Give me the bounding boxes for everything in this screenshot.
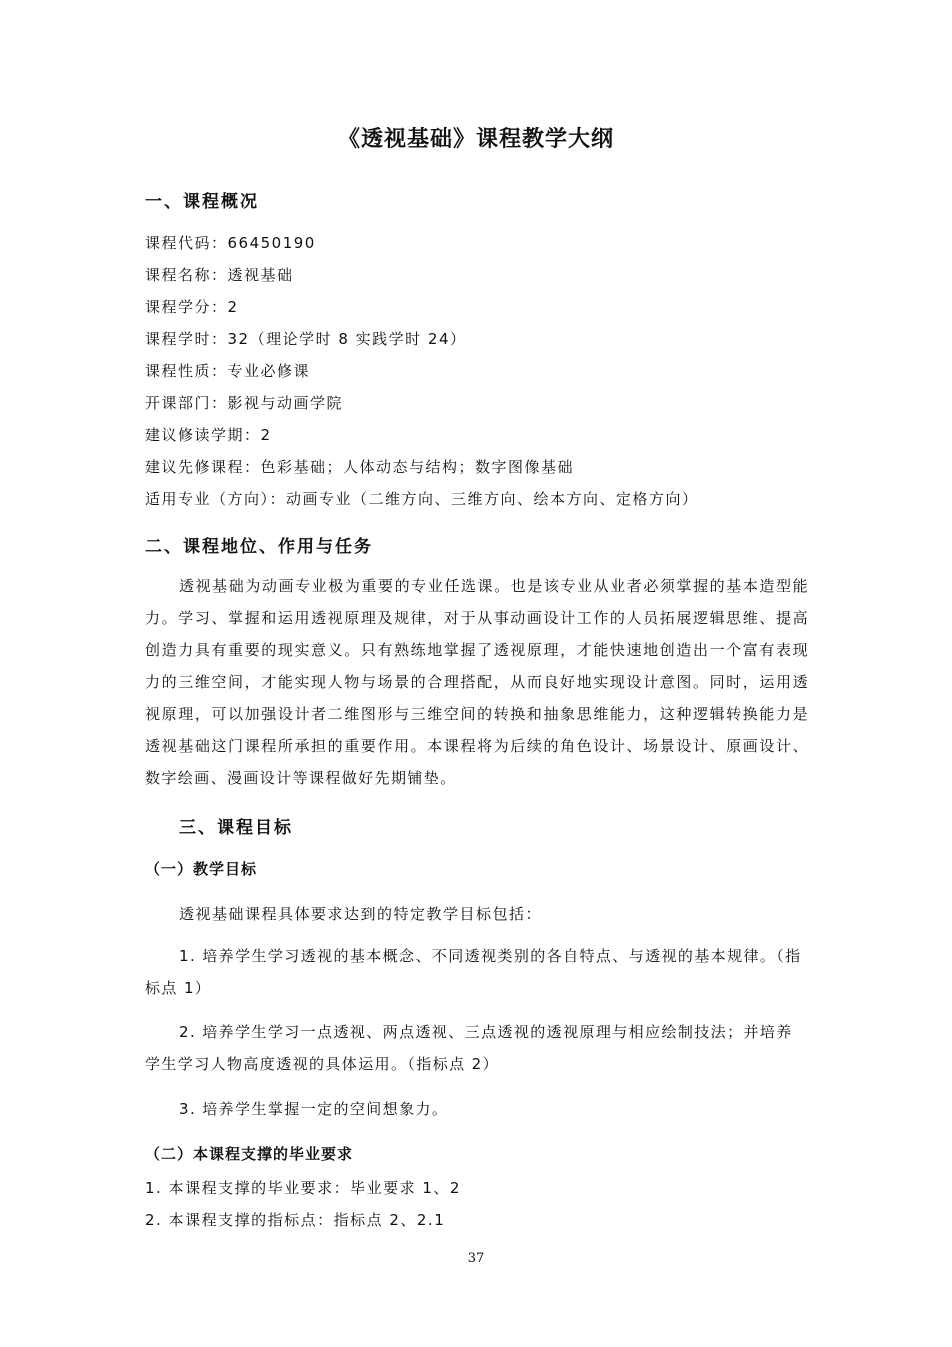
requirement-item-2: 2. 本课程支撑的指标点：指标点 2、2.1 (145, 1211, 446, 1229)
section-heading-objectives: 三、课程目标 (179, 818, 293, 838)
subheading-teaching-objectives: （一）教学目标 (145, 860, 258, 878)
field-credits: 课程学分：2 (145, 298, 239, 316)
section-heading-role: 二、课程地位、作用与任务 (145, 537, 373, 557)
objective-item-1: 1. 培养学生学习透视的基本概念、不同透视类别的各自特点、与透视的基本规律。（指标点 1） (145, 947, 802, 997)
field-course-name: 课程名称：透视基础 (145, 266, 294, 284)
objective-item-2: 2. 培养学生学习一点透视、两点透视、三点透视的透视原理与相应绘制技法；并培养学生学习人物高度透视的具体运用。（指标点 2） (145, 1023, 793, 1073)
field-prerequisites: 建议先修课程：色彩基础；人体动态与结构；数字图像基础 (145, 458, 575, 476)
field-hours: 课程学时：32（理论学时 8 实践学时 24） (145, 330, 467, 348)
field-department: 开课部门：影视与动画学院 (145, 394, 344, 412)
field-semester: 建议修读学期：2 (145, 426, 272, 444)
objectives-intro: 透视基础课程具体要求达到的特定教学目标包括： (179, 905, 543, 923)
page-number: 37 (467, 1251, 485, 1266)
requirement-item-1: 1. 本课程支撑的毕业要求：毕业要求 1、2 (145, 1179, 461, 1197)
page-title: 《透视基础》课程教学大纲 (337, 126, 614, 152)
field-applicable-major: 适用专业（方向）：动画专业（二维方向、三维方向、绘本方向、定格方向） (145, 490, 699, 508)
objective-item-3: 3. 培养学生掌握一定的空间想象力。 (179, 1100, 449, 1118)
section-heading-overview: 一、课程概况 (145, 192, 259, 212)
field-nature: 课程性质：专业必修课 (145, 362, 311, 380)
subheading-graduation-requirements: （二）本课程支撑的毕业要求 (145, 1145, 354, 1163)
field-course-code: 课程代码：66450190 (145, 234, 316, 252)
paragraph-role: 透视基础为动画专业极为重要的专业任选课。也是该专业从业者必须掌握的基本造型能力。学习、掌握和运用透视原理及规律，对于从事动画设计工作的人员拓展逻辑思维、提高创造力具有重要的现实意义。只有熟练地掌握了透视原理，才能快速地创造出一个富有表现力的三维空间，才能实现人物与场景的合理搭配，从而良好地实现设计意图。同时，运用透视原理，可以加强设计者二维图形与三维空间的转换和抽象思维能力，这种逻辑转换能力是透视基础这门课程所承担的重要作用。本课程将为后续的角色设计、场景设计、原画设计、数字绘画、漫画设计等课程做好先期铺垫。 (145, 577, 809, 787)
